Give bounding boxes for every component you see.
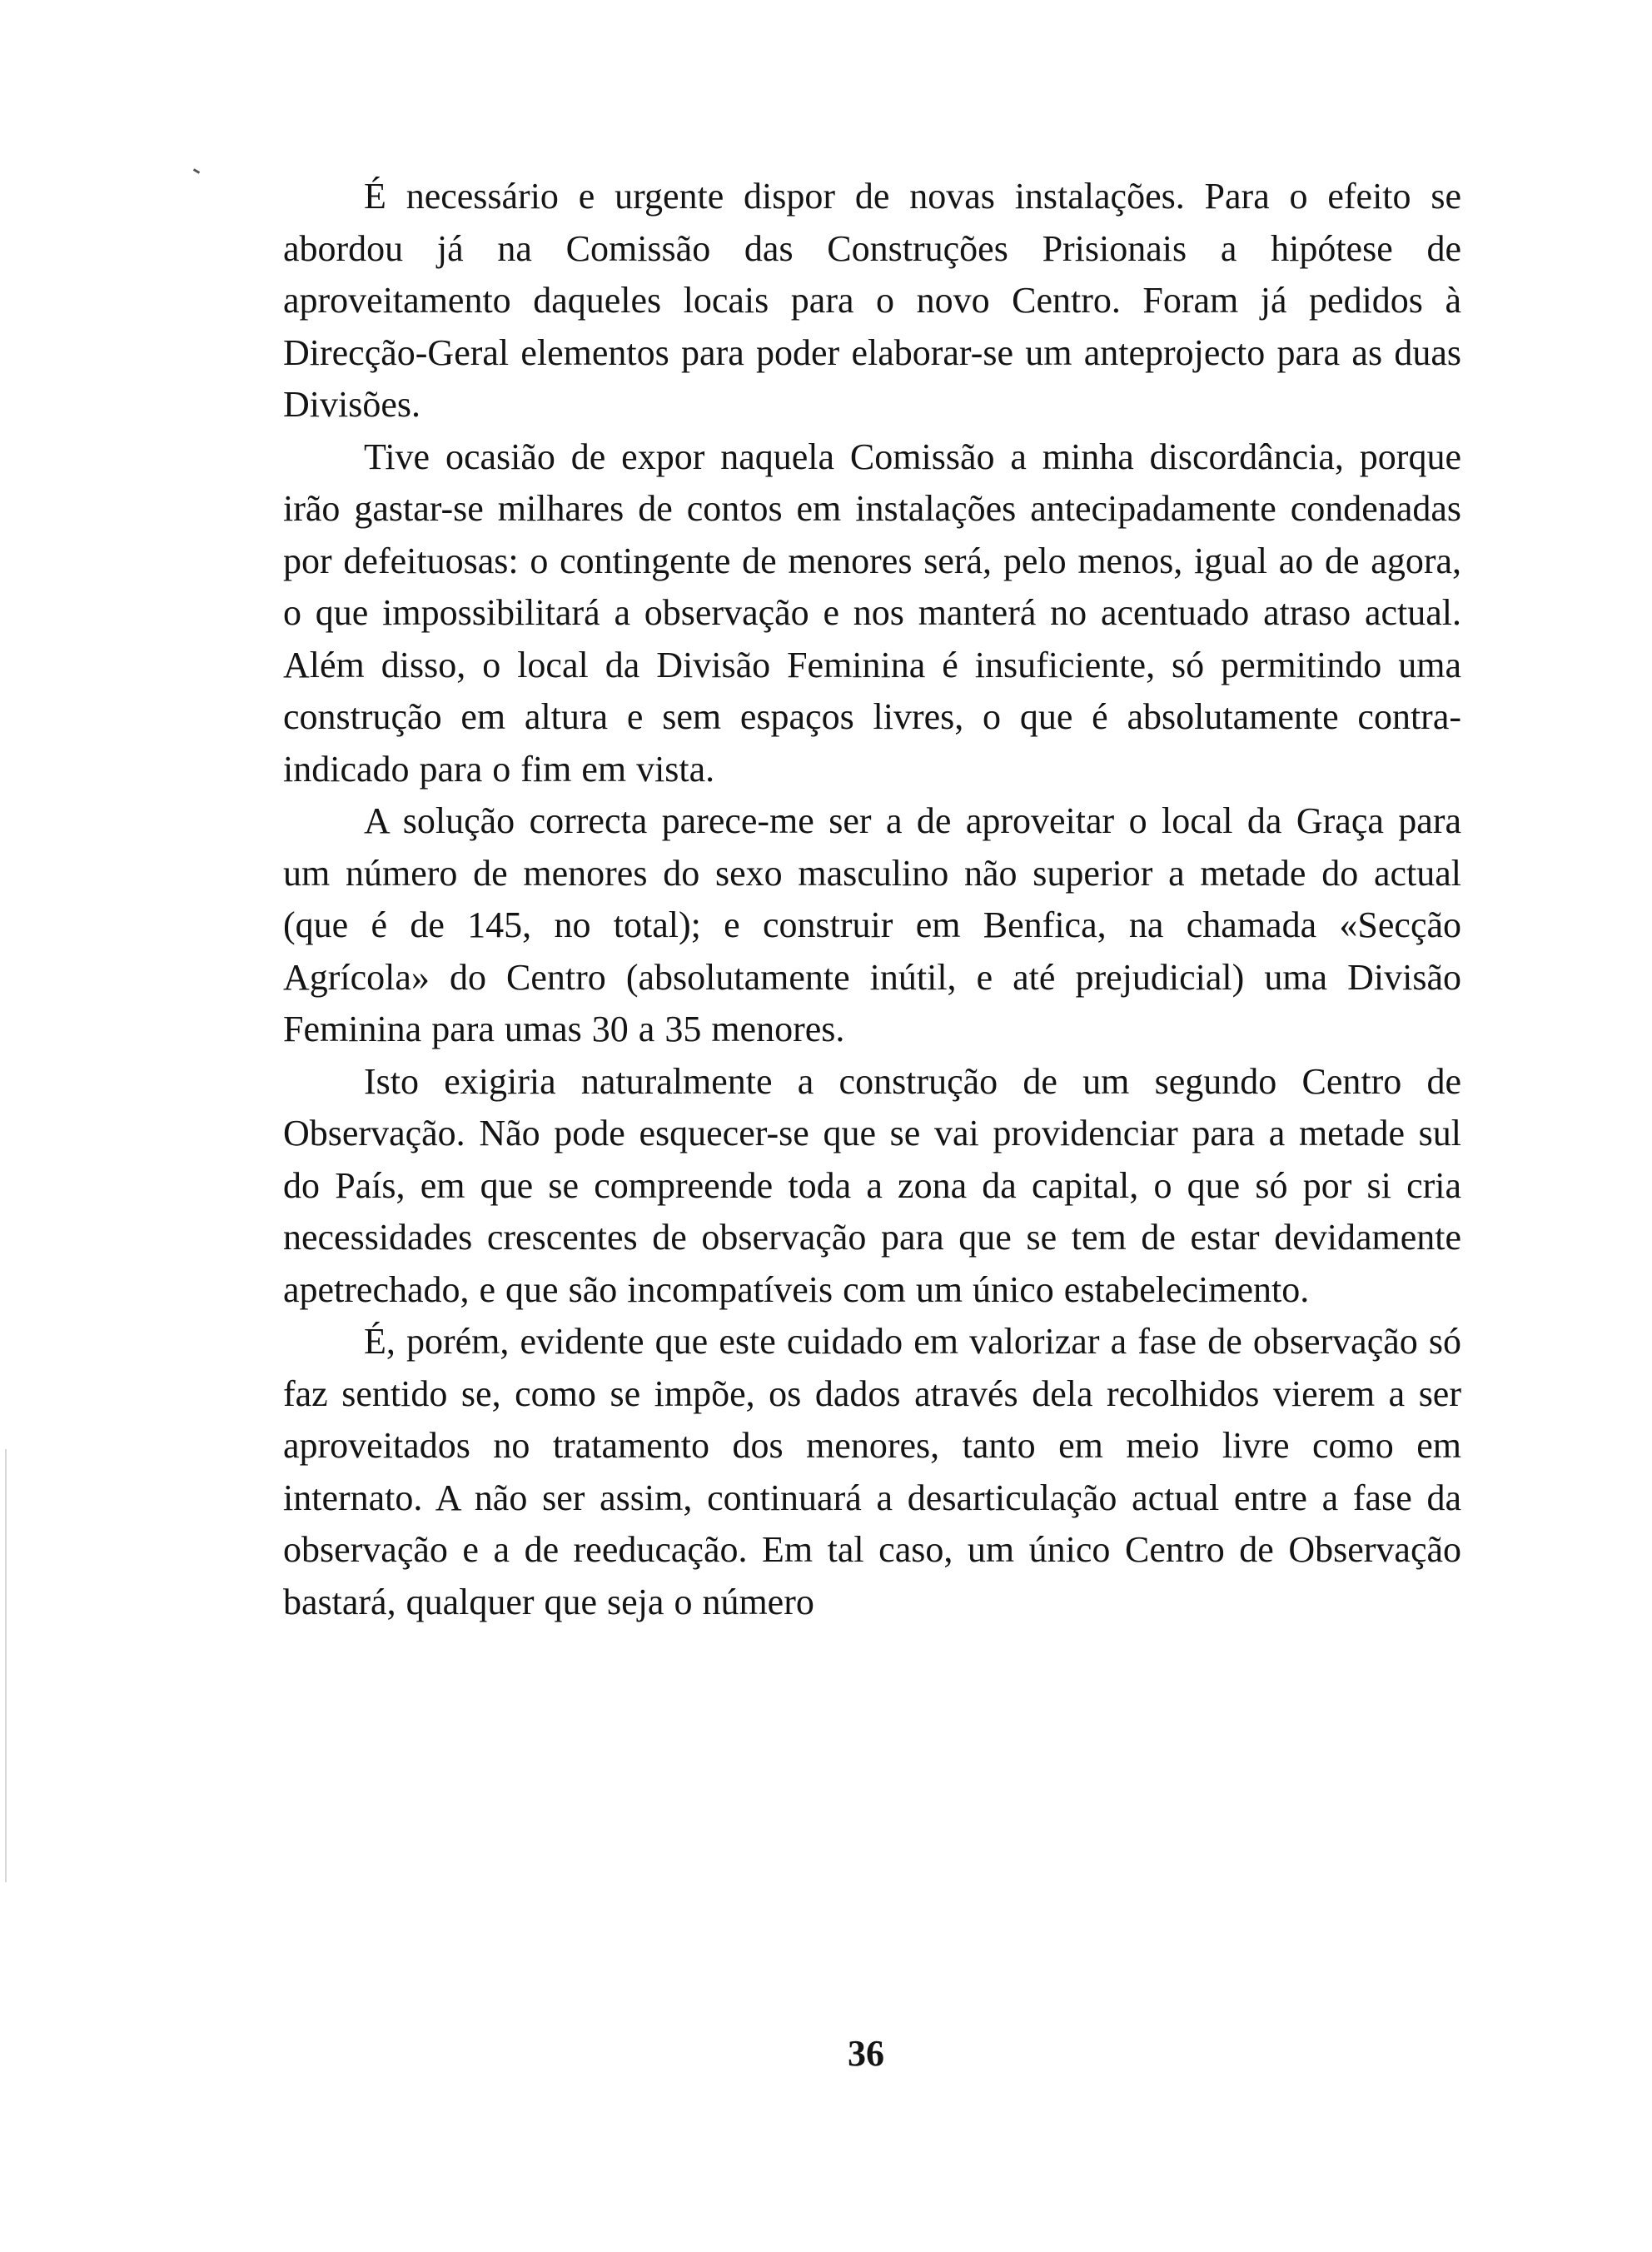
body-text	[283, 171, 1461, 1628]
scan-mark	[193, 168, 200, 174]
paragraph: É, porém, evidente que este cuidado em valorizar a fase de observação só faz sentido se, como se impõe, os dados através dela recolhidos vierem a ser aproveitados no tratamento dos menores, tanto em meio livre como em internato. A não ser assim, continuará a desarticulação actual entre a fase da observação e a de reeducação. Em tal caso, um único Centro de Observação bastará, qualquer que seja o número	[283, 1321, 1461, 1622]
paragraph: Tive ocasião de expor naquela Comissão a minha discordância, porque irão gastar-se milhares de contos em instalações antecipadamente condenadas por defeituosas: o contingente de menores será, pelo menos, igual ao de agora, o que impossibilitará a observação e nos manterá no acentuado atraso actual. Além disso, o local da Divisão Feminina é insuficiente, só permitindo uma construção em altura e sem espaços livres, o que é absolutamente contra-indicado para o fim em vista.	[283, 436, 1461, 790]
scan-edge-line	[5, 1449, 7, 1882]
paragraph: Isto exigiria naturalmente a construção de um segundo Centro de Observação. Não pode esquecer-se que se vai providenciar para a metade sul do País, em que se compreende toda a zona da capital, o que só por si cria necessidades crescentes de observação para que se tem de estar devidamente apetrechado, e que são incompatíveis com um único estabelecimento.	[283, 1060, 1461, 1310]
paragraph: A solução correcta parece-me ser a de aproveitar o local da Graça para um número de menores do sexo masculino não superior a metade do actual (que é de 145, no total); e construir em Benfica, na chamada «Secção Agrícola» do Centro (absolutamente inútil, e até prejudicial) uma Divisão Feminina para umas 30 a 35 menores.	[283, 800, 1461, 1049]
page-number: 36	[848, 2033, 884, 2074]
paragraph: É necessário e urgente dispor de novas instalações. Para o efeito se abordou já na Comissão das Construções Prisionais a hipótese de aproveitamento daqueles locais para o novo Centro. Foram já pedidos à Direcção-Geral elementos para poder elaborar-se um anteprojecto para as duas Divisões.	[283, 176, 1461, 425]
